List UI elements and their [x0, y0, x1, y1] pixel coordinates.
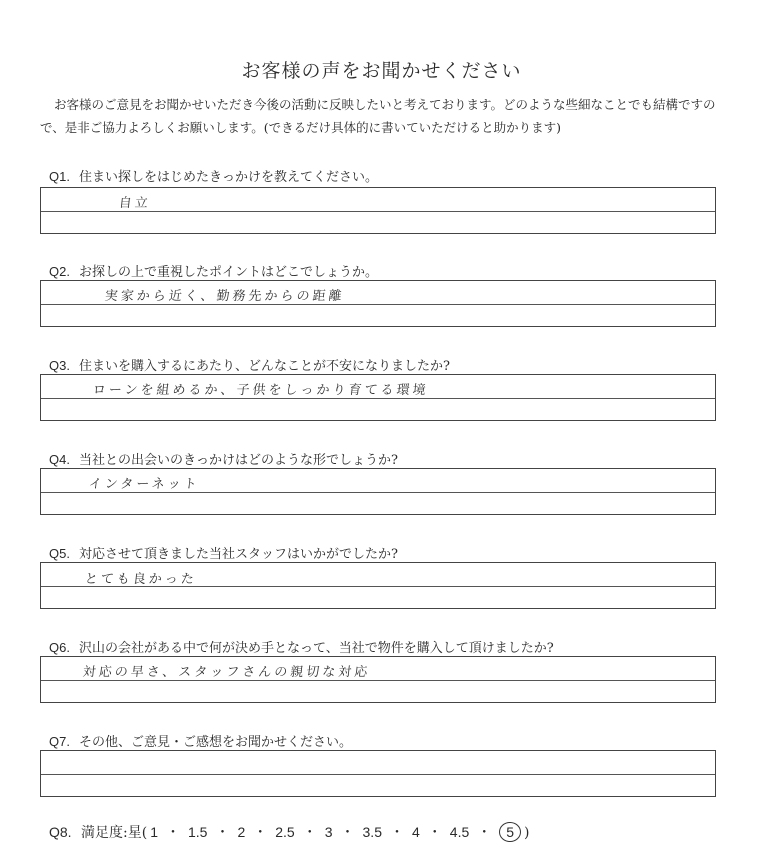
question-2	[49, 261, 378, 280]
question-text: お探しの上で重視したポイントはどこでしょうか。	[79, 265, 379, 280]
option-separator: ・	[253, 825, 268, 841]
answer-box-3[interactable]	[40, 374, 716, 421]
option-separator: ・	[477, 825, 492, 841]
handwritten-answer: ローンを組めるか、子供をしっかり育てる環境	[92, 383, 430, 398]
question-text: その他、ご意見・ご感想をお聞かせください。	[79, 735, 353, 750]
answer-box-2[interactable]	[40, 280, 716, 327]
question-number: Q6.	[49, 640, 70, 655]
answer-box-4[interactable]	[40, 468, 716, 515]
rating-option[interactable]: 4	[411, 824, 420, 840]
answer-box-7[interactable]	[40, 750, 716, 797]
option-separator: ・	[340, 825, 355, 841]
question-number: Q4.	[49, 452, 70, 467]
rating-option-selected[interactable]: 5	[499, 822, 521, 842]
rating-option[interactable]: 2	[237, 824, 246, 840]
rating-options	[147, 825, 524, 841]
satisfaction-label: 満足度:星(	[81, 825, 148, 841]
option-separator: ・	[302, 825, 317, 841]
handwritten-answer: インターネット	[88, 477, 201, 492]
rating-option[interactable]: 3	[324, 824, 333, 840]
rating-option[interactable]: 1.5	[187, 824, 208, 840]
question-text: 住まいを購入するにあたり、どんなことが不安になりましたか?	[79, 359, 450, 374]
rating-option[interactable]: 2.5	[275, 824, 295, 840]
rating-option[interactable]: 4.5	[449, 824, 470, 840]
question-number: Q7.	[49, 734, 70, 749]
divider-line	[41, 304, 715, 305]
divider-line	[41, 680, 715, 681]
question-number: Q2.	[49, 264, 70, 279]
form-title: お客様の声をお聞かせください	[241, 60, 522, 82]
answer-box-1[interactable]	[40, 187, 716, 234]
question-text: 当社との出会いのきっかけはどのような形でしょうか?	[79, 453, 398, 468]
question-number: Q1.	[49, 169, 70, 184]
question-number: Q8.	[49, 824, 72, 840]
answer-box-6[interactable]	[40, 656, 716, 703]
question-7	[49, 731, 352, 750]
question-1	[49, 166, 378, 185]
option-separator: ・	[427, 825, 442, 841]
handwritten-answer: 自立	[118, 196, 152, 211]
question-text: 沢山の会社がある中で何が決め手となって、当社で物件を購入して頂けましたか?	[79, 641, 554, 656]
rating-option[interactable]: 1	[150, 824, 158, 840]
question-4	[49, 449, 398, 468]
handwritten-answer: とても良かった	[84, 572, 198, 587]
divider-line	[41, 398, 715, 399]
option-separator: ・	[389, 825, 404, 841]
question-3	[49, 355, 450, 374]
question-8-satisfaction	[49, 822, 530, 842]
question-6	[49, 637, 554, 656]
rating-option[interactable]: 3.5	[362, 824, 382, 840]
handwritten-answer: 実家から近く、勤務先からの距離	[104, 289, 346, 304]
option-separator: ・	[165, 825, 180, 841]
question-text: 対応させて頂きました当社スタッフはいかがでしたか?	[79, 547, 398, 562]
close-paren: )	[524, 825, 530, 841]
intro-text: お客様のご意見をお聞かせいただき今後の活動に反映したいと考えております。どのような些細なことでも結構ですので、是非ご協力よろしくお願いします。(できるだけ具体的に書いていただけると助かります)	[40, 97, 716, 135]
divider-line	[41, 774, 715, 775]
question-5	[49, 543, 398, 562]
question-number: Q3.	[49, 358, 70, 373]
question-text: 住まい探しをはじめたきっかけを教えてください。	[79, 170, 379, 185]
divider-line	[41, 211, 715, 212]
option-separator: ・	[215, 825, 230, 841]
divider-line	[41, 492, 715, 493]
handwritten-answer: 対応の早さ、スタッフさんの親切な対応	[82, 665, 372, 680]
answer-box-5[interactable]	[40, 562, 716, 609]
question-number: Q5.	[49, 546, 70, 561]
